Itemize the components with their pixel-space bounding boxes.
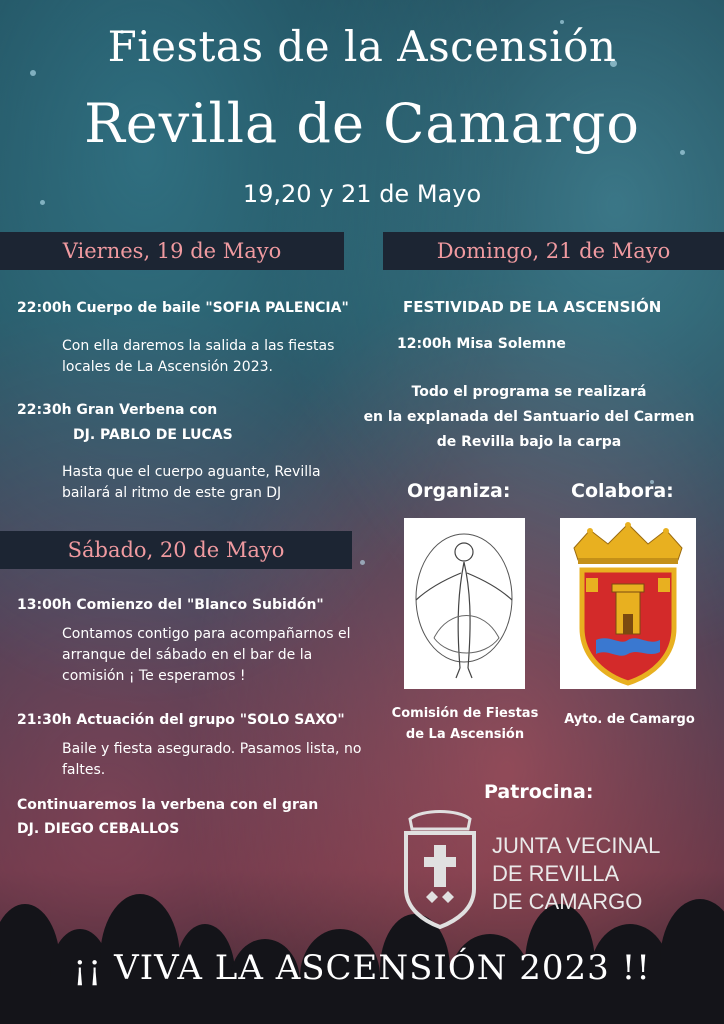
sabado-heading: Sábado, 20 de Mayo xyxy=(0,531,352,569)
sabado-event1-desc: Contamos contigo para acompañarnos el arranque del sábado en el bar de la comisión ¡ Te esperamos ! xyxy=(62,626,351,684)
sabado-closing-line1: Continuaremos la verbena con el gran xyxy=(17,797,319,813)
sponsor-name-line1: JUNTA VECINAL xyxy=(492,833,661,858)
domingo-program-line1: Todo el programa se realizará xyxy=(411,384,647,400)
domingo-heading: Domingo, 21 de Mayo xyxy=(383,232,724,270)
sponsor-name-line3: DE CAMARGO xyxy=(492,889,643,914)
coat-of-arms-icon xyxy=(560,518,696,689)
event-dates: 19,20 y 21 de Mayo xyxy=(242,180,482,208)
shield-cross-icon xyxy=(398,805,482,931)
colabora-logo xyxy=(560,518,696,689)
patrocina-label: Patrocina: xyxy=(484,781,594,803)
viva-footer: ¡¡ VIVA LA ASCENSIÓN 2023 !! xyxy=(73,948,651,988)
sabado-event1-title: 13:00h Comienzo del "Blanco Subidón" xyxy=(17,597,324,613)
viernes-event2-dj: DJ. PABLO DE LUCAS xyxy=(73,427,233,443)
domingo-festividad: FESTIVIDAD DE LA ASCENSIÓN xyxy=(403,298,662,316)
sponsor-logo xyxy=(398,805,482,931)
sabado-event2-desc: Baile y fiesta asegurado. Pasamos lista, no faltes. xyxy=(62,741,362,778)
sabado-closing-line2: DJ. DIEGO CEBALLOS xyxy=(17,821,180,837)
domingo-misa: 12:00h Misa Solemne xyxy=(397,336,566,352)
title-line-2: Revilla de Camargo xyxy=(84,92,640,155)
organiza-name-line2: de La Ascensión xyxy=(405,727,525,742)
sabado-event2-title: 21:30h Actuación del grupo "SOLO SAXO" xyxy=(17,712,345,728)
organiza-name-line1: Comisión de Fiestas xyxy=(391,706,539,721)
organiza-label: Organiza: xyxy=(407,480,511,502)
domingo-program-line3: de Revilla bajo la carpa xyxy=(436,434,622,450)
viernes-event2-desc: Hasta que el cuerpo aguante, Revilla bailará al ritmo de este gran DJ xyxy=(62,464,321,501)
organiza-logo xyxy=(404,518,525,689)
viernes-event1-title: 22:00h Cuerpo de baile "SOFIA PALENCIA" xyxy=(17,300,349,316)
domingo-program-line2: en la explanada del Santuario del Carmen xyxy=(363,409,695,425)
colabora-label: Colabora: xyxy=(571,480,674,502)
colabora-name: Ayto. de Camargo xyxy=(564,712,695,727)
dancing-figure-icon xyxy=(404,518,525,689)
viernes-event1-desc: Con ella daremos la salida a las fiestas locales de La Ascensión 2023. xyxy=(62,338,335,375)
viernes-event2-title: 22:30h Gran Verbena con xyxy=(17,402,218,418)
title-line-1: Fiestas de la Ascensión xyxy=(107,22,617,71)
viernes-heading: Viernes, 19 de Mayo xyxy=(0,232,344,270)
sponsor-name-line2: DE REVILLA xyxy=(492,861,620,886)
